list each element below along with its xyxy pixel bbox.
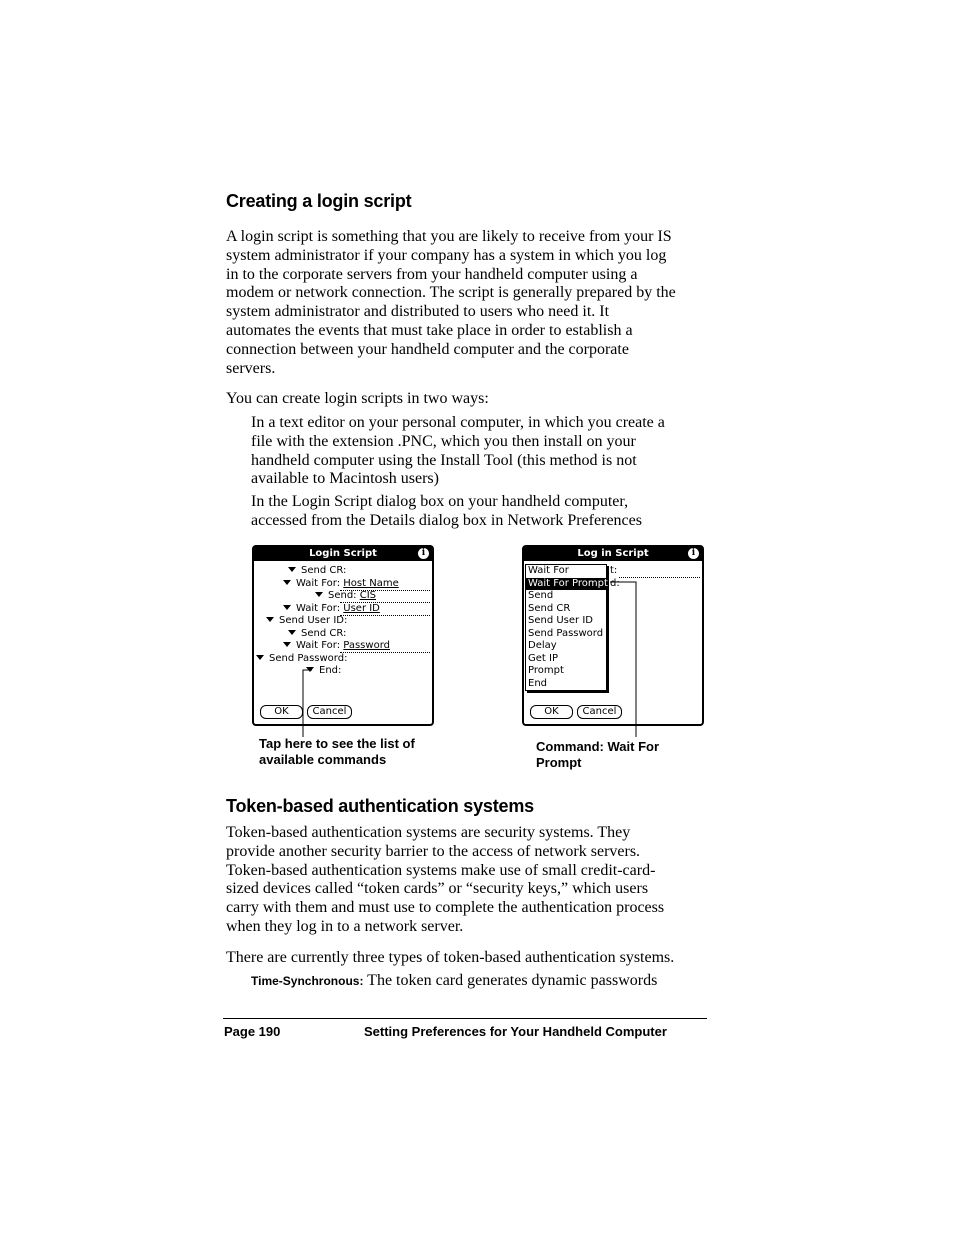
text-line: connection between your handheld computer and the corporate <box>226 340 629 358</box>
menu-item[interactable]: Send User ID <box>528 615 593 626</box>
text-line: in to the corporate servers from your handheld computer using a <box>226 265 638 283</box>
term-description: The token card generates dynamic passwords <box>363 972 658 989</box>
text-line: file with the extension .PNC, which you then install on your <box>251 432 636 450</box>
text-line: provide another security barrier to the access of network servers. <box>226 842 641 860</box>
caption-tap-here <box>259 736 415 768</box>
menu-item[interactable]: End <box>528 677 548 689</box>
section-heading-login-script: Creating a login script <box>226 191 412 211</box>
menu-item-selected[interactable]: Wait For Prompt <box>528 577 608 589</box>
row-label: Send Password: <box>269 653 348 664</box>
section-heading-token-auth: Token-based authentication systems <box>226 796 534 816</box>
text-line: handheld computer using the Install Tool (this method is not <box>251 451 637 469</box>
ok-button[interactable]: OK <box>530 705 573 719</box>
token-auth-paragraph <box>226 824 664 937</box>
callout-line-right <box>610 582 636 737</box>
footer-rule <box>223 1018 707 1019</box>
menu-item[interactable]: Prompt <box>528 665 564 676</box>
text-line: accessed from the Details dialog box in Network Preferences <box>251 511 642 529</box>
cancel-button[interactable]: Cancel <box>577 705 622 719</box>
menu-item[interactable]: Get IP <box>528 652 558 664</box>
caption-line: Tap here to see the list of <box>259 736 415 751</box>
row-label: Send User ID: <box>279 615 348 626</box>
text-line: system administrator if your company has a system in which you log <box>226 246 667 264</box>
time-synchronous-item <box>251 972 657 991</box>
ok-button[interactable]: OK <box>260 705 303 719</box>
caption-line: Command: Wait For <box>536 739 660 754</box>
menu-item[interactable]: Send <box>528 590 554 601</box>
text-line: available to Macintosh users) <box>251 470 439 488</box>
text-line: Token-based authentication systems are security systems. They <box>226 824 631 841</box>
text-line: system administrator and distributed to users who need it. It <box>226 303 610 321</box>
menu-item[interactable]: Send Password <box>528 627 604 639</box>
text-line: when they log in to a network server. <box>226 917 464 935</box>
row-label: Send CR: <box>301 628 347 639</box>
text-line: sized devices called “token cards” or “security keys,” which users <box>226 880 649 898</box>
two-ways-paragraph: You can create login scripts in two ways: <box>226 390 489 407</box>
chapter-title: Setting Preferences for Your Handheld Computer <box>364 1024 667 1039</box>
row-label: End: <box>319 665 342 676</box>
row-value[interactable]: Host Name <box>343 578 399 589</box>
three-types-paragraph: There are currently three types of token-based authentication systems. <box>226 949 675 966</box>
row-label: Send CR: <box>301 565 347 576</box>
row-label: Wait For: <box>296 640 341 651</box>
row-value[interactable]: CIS <box>359 590 377 601</box>
info-icon[interactable]: i <box>418 548 429 559</box>
row-label: Wait For: <box>296 603 341 614</box>
caption-line: Prompt <box>536 755 582 770</box>
text-line: A login script is something that you are likely to receive from your IS <box>226 228 672 245</box>
menu-item[interactable]: Send CR <box>528 602 571 614</box>
screen-title: Login Script <box>309 548 377 559</box>
text-line: carry with them and must use to complete the authentication process <box>226 899 665 917</box>
caption-line: available commands <box>259 752 387 767</box>
text-line: In the Login Script dialog box on your handheld computer, <box>251 493 629 510</box>
page-number: Page 190 <box>224 1024 281 1039</box>
term-label: Time-Synchronous: <box>251 974 364 988</box>
text-line: Token-based authentication systems make use of small credit-card- <box>226 861 656 879</box>
row-value[interactable]: User ID <box>343 603 380 614</box>
menu-item[interactable]: Delay <box>528 640 557 651</box>
obscured-label: d: <box>610 578 620 589</box>
caption-command <box>536 739 659 771</box>
screen-title: Log in Script <box>577 548 649 559</box>
callout-line-left <box>303 670 312 737</box>
menu-item[interactable]: Wait For <box>528 565 569 576</box>
row-label: Send: <box>328 590 357 601</box>
row-value[interactable]: Password <box>343 640 390 651</box>
text-line: automates the events that must take place in order to establish a <box>226 321 633 339</box>
text-line: modem or network connection. The script is generally prepared by the <box>226 284 676 302</box>
text-line: In a text editor on your personal computer, in which you create a <box>251 414 665 431</box>
obscured-label: t: <box>610 565 618 576</box>
info-icon[interactable]: i <box>688 548 699 559</box>
cancel-button[interactable]: Cancel <box>307 705 352 719</box>
text-line: servers. <box>226 359 276 377</box>
row-label: Wait For: <box>296 578 341 589</box>
